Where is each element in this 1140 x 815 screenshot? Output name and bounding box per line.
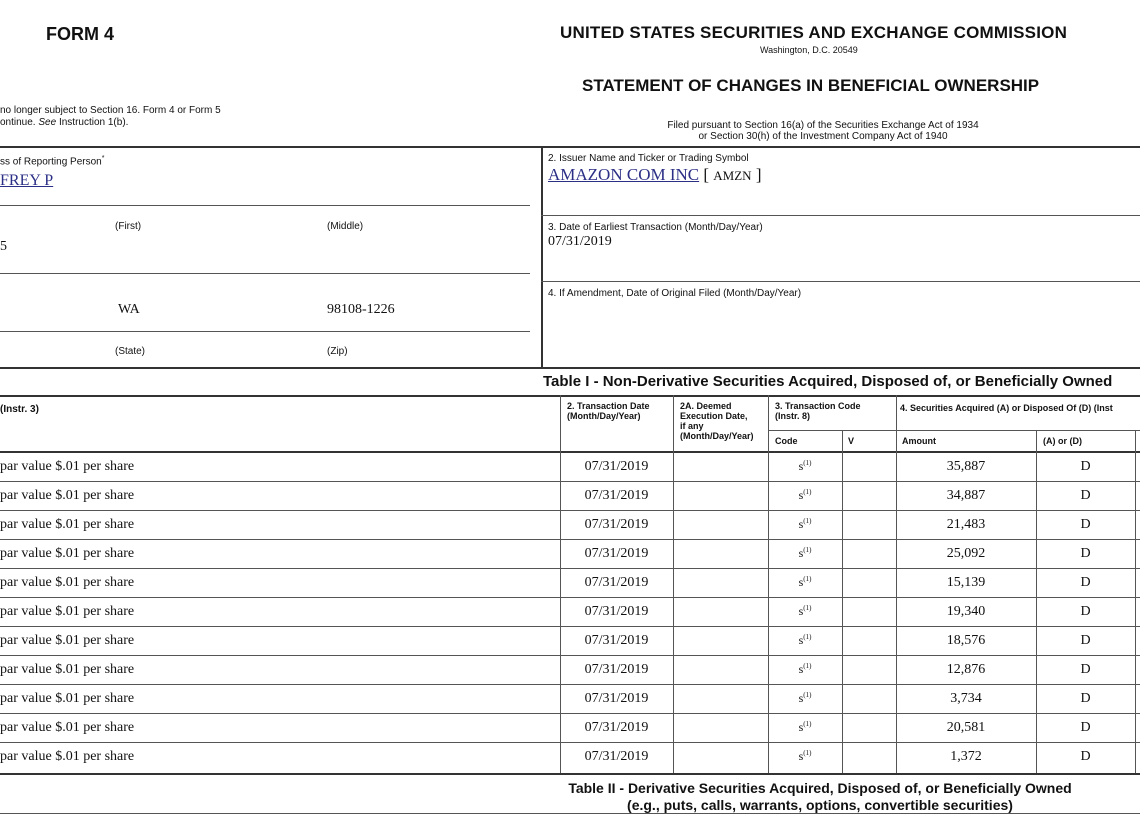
table2-subtitle: (e.g., puts, calls, warrants, options, convertible securities) [627, 797, 1013, 813]
row-footnote-link[interactable]: (1) [803, 488, 812, 496]
row-code [768, 720, 842, 735]
table2-title: Table II - Derivative Securities Acquired, Disposed of, or Beneficially Owned [568, 780, 1072, 796]
row-title: par value $.01 per share [0, 488, 135, 503]
row-title: par value $.01 per share [0, 575, 135, 590]
row-date: 07/31/2019 [584, 575, 649, 590]
code-sub-border [768, 430, 896, 431]
agency-address: Washington, D.C. 20549 [760, 45, 858, 55]
table2-top-border [0, 813, 1140, 814]
table1-top-border [0, 395, 1140, 397]
row-date: 07/31/2019 [584, 691, 649, 706]
header-bottom-border [0, 367, 1140, 369]
issuer-name-link[interactable]: AMAZON COM INC [548, 165, 700, 184]
table1-header-bottom [0, 451, 1140, 453]
col-amount-sub: Amount [902, 436, 936, 446]
row-footnote-link[interactable]: (1) [803, 720, 812, 728]
row-date: 07/31/2019 [584, 546, 649, 561]
row-code [768, 749, 842, 764]
row-date: 07/31/2019 [584, 517, 649, 532]
row-code [768, 633, 842, 648]
row-divider [0, 626, 1140, 627]
row-code [768, 604, 842, 619]
row-acquired-disposed: D [1080, 604, 1091, 619]
row-amount: 1,372 [950, 749, 982, 764]
street-fragment: 5 [0, 239, 7, 254]
row-acquired-disposed: D [1080, 691, 1091, 706]
row-code [768, 488, 842, 503]
col-code-sub: Code [775, 436, 798, 446]
issuer-ticker: AMZN [713, 168, 752, 183]
row-code [768, 517, 842, 532]
state-label: (State) [115, 346, 146, 357]
issuer-name-line: AMAZON COM INC [ AMZN ] [548, 165, 762, 184]
row-title: par value $.01 per share [0, 517, 135, 532]
street-underline [0, 273, 530, 274]
row-code [768, 575, 842, 590]
row-divider [0, 568, 1140, 569]
earliest-date-label: 3. Date of Earliest Transaction (Month/Day/Year) [548, 222, 763, 233]
row-date: 07/31/2019 [584, 662, 649, 677]
issuer-label: 2. Issuer Name and Ticker or Trading Symbol [548, 153, 749, 164]
col-code-header: 3. Transaction Code (Instr. 8) [775, 401, 861, 421]
row-divider [0, 597, 1140, 598]
row-code-value: s [798, 604, 804, 618]
earliest-bottom-border [541, 281, 1140, 282]
row-code-value: s [798, 488, 804, 502]
zip-label: (Zip) [327, 346, 348, 357]
col-acquired-header: 4. Securities Acquired (A) or Disposed Of (D) (Inst [900, 403, 1113, 413]
notice-line-2: ontinue. See Instruction 1(b). [0, 117, 129, 128]
row-amount: 19,340 [946, 604, 986, 619]
amendment-label: 4. If Amendment, Date of Original Filed (Month/Day/Year) [548, 288, 802, 299]
row-acquired-disposed: D [1080, 488, 1091, 503]
row-acquired-disposed: D [1080, 575, 1091, 590]
first-name-label: (First) [115, 221, 142, 232]
row-code-value: s [798, 459, 804, 473]
zip-value: 98108-1226 [327, 302, 395, 317]
row-date: 07/31/2019 [584, 720, 649, 735]
row-amount: 18,576 [946, 633, 986, 648]
reporting-person-label: ss of Reporting Person* [0, 155, 105, 168]
row-amount: 3,734 [950, 691, 982, 706]
row-title: par value $.01 per share [0, 604, 135, 619]
row-amount: 15,139 [946, 575, 986, 590]
row-code-value: s [798, 749, 804, 763]
row-divider [0, 713, 1140, 714]
row-date: 07/31/2019 [584, 633, 649, 648]
middle-name-label: (Middle) [327, 221, 364, 232]
table1-title: Table I - Non-Derivative Securities Acquired, Disposed of, or Beneficially Owned [543, 373, 1113, 390]
row-code [768, 459, 842, 474]
row-divider [0, 539, 1140, 540]
row-title: par value $.01 per share [0, 720, 135, 735]
row-acquired-disposed: D [1080, 662, 1091, 677]
row-acquired-disposed: D [1080, 749, 1091, 764]
row-date: 07/31/2019 [584, 459, 649, 474]
col-aord-sub: (A) or (D) [1043, 436, 1082, 446]
agency-name: UNITED STATES SECURITIES AND EXCHANGE COMMISSION [560, 23, 1068, 42]
statement-title: STATEMENT OF CHANGES IN BENEFICIAL OWNERSHIP [582, 76, 1040, 95]
row-divider [0, 742, 1140, 743]
row-footnote-link[interactable]: (1) [803, 662, 812, 670]
row-amount: 25,092 [946, 546, 986, 561]
row-amount: 35,887 [946, 459, 986, 474]
row-date: 07/31/2019 [584, 749, 649, 764]
row-amount: 12,876 [946, 662, 986, 677]
row-code-value: s [798, 720, 804, 734]
header-top-border [0, 146, 1140, 148]
row-code-value: s [798, 517, 804, 531]
row-title: par value $.01 per share [0, 459, 135, 474]
col-deemed-header: 2A. Deemed Execution Date, if any (Month/Day/Year) [680, 401, 754, 441]
col-title-header: (Instr. 3) [0, 404, 39, 415]
form-title: FORM 4 [46, 24, 115, 44]
row-divider [0, 481, 1140, 482]
row-divider [0, 655, 1140, 656]
row-acquired-disposed: D [1080, 459, 1091, 474]
row-code-value: s [798, 662, 804, 676]
row-date: 07/31/2019 [584, 488, 649, 503]
row-footnote-link[interactable]: (1) [803, 749, 812, 757]
row-acquired-disposed: D [1080, 720, 1091, 735]
row-title: par value $.01 per share [0, 546, 135, 561]
notice-line-1: no longer subject to Section 16. Form 4 or Form 5 [0, 105, 221, 116]
row-divider [0, 510, 1140, 511]
filed-pursuant-1: Filed pursuant to Section 16(a) of the Securities Exchange Act of 1934 [667, 120, 979, 131]
col-v-sub: V [848, 436, 855, 446]
row-code-value: s [798, 691, 804, 705]
row-title: par value $.01 per share [0, 749, 135, 764]
reporting-person-name[interactable]: FREY P [0, 172, 54, 189]
row-footnote-link[interactable]: (1) [803, 546, 812, 554]
row-footnote-link[interactable]: (1) [803, 604, 812, 612]
row-code-value: s [798, 546, 804, 560]
issuer-bottom-border [541, 215, 1140, 216]
row-amount: 20,581 [946, 720, 986, 735]
col-date-header: 2. Transaction Date (Month/Day/Year) [567, 401, 650, 421]
row-date: 07/31/2019 [584, 604, 649, 619]
row-footnote-link[interactable]: (1) [803, 691, 812, 699]
row-acquired-disposed: D [1080, 546, 1091, 561]
row-code-value: s [798, 633, 804, 647]
row-footnote-link[interactable]: (1) [803, 633, 812, 641]
row-code [768, 691, 842, 706]
earliest-date-value: 07/31/2019 [548, 234, 612, 249]
table1-bottom-border [0, 773, 1140, 775]
row-code-value: s [798, 575, 804, 589]
state-value: WA [118, 302, 140, 317]
row-amount: 21,483 [946, 517, 986, 532]
row-acquired-disposed: D [1080, 633, 1091, 648]
filed-pursuant-2: or Section 30(h) of the Investment Company Act of 1940 [698, 131, 948, 142]
row-footnote-link[interactable]: (1) [803, 517, 812, 525]
row-amount: 34,887 [946, 488, 986, 503]
row-acquired-disposed: D [1080, 517, 1091, 532]
row-footnote-link[interactable]: (1) [803, 459, 812, 467]
row-code [768, 662, 842, 677]
city-underline [0, 331, 530, 332]
row-title: par value $.01 per share [0, 633, 135, 648]
row-title: par value $.01 per share [0, 662, 135, 677]
header-divider [541, 146, 543, 368]
name-underline [0, 205, 530, 206]
row-title: par value $.01 per share [0, 691, 135, 706]
acq-sub-border [896, 430, 1140, 431]
row-footnote-link[interactable]: (1) [803, 575, 812, 583]
row-code [768, 546, 842, 561]
col-divider-deemed [673, 395, 674, 773]
row-divider [0, 684, 1140, 685]
